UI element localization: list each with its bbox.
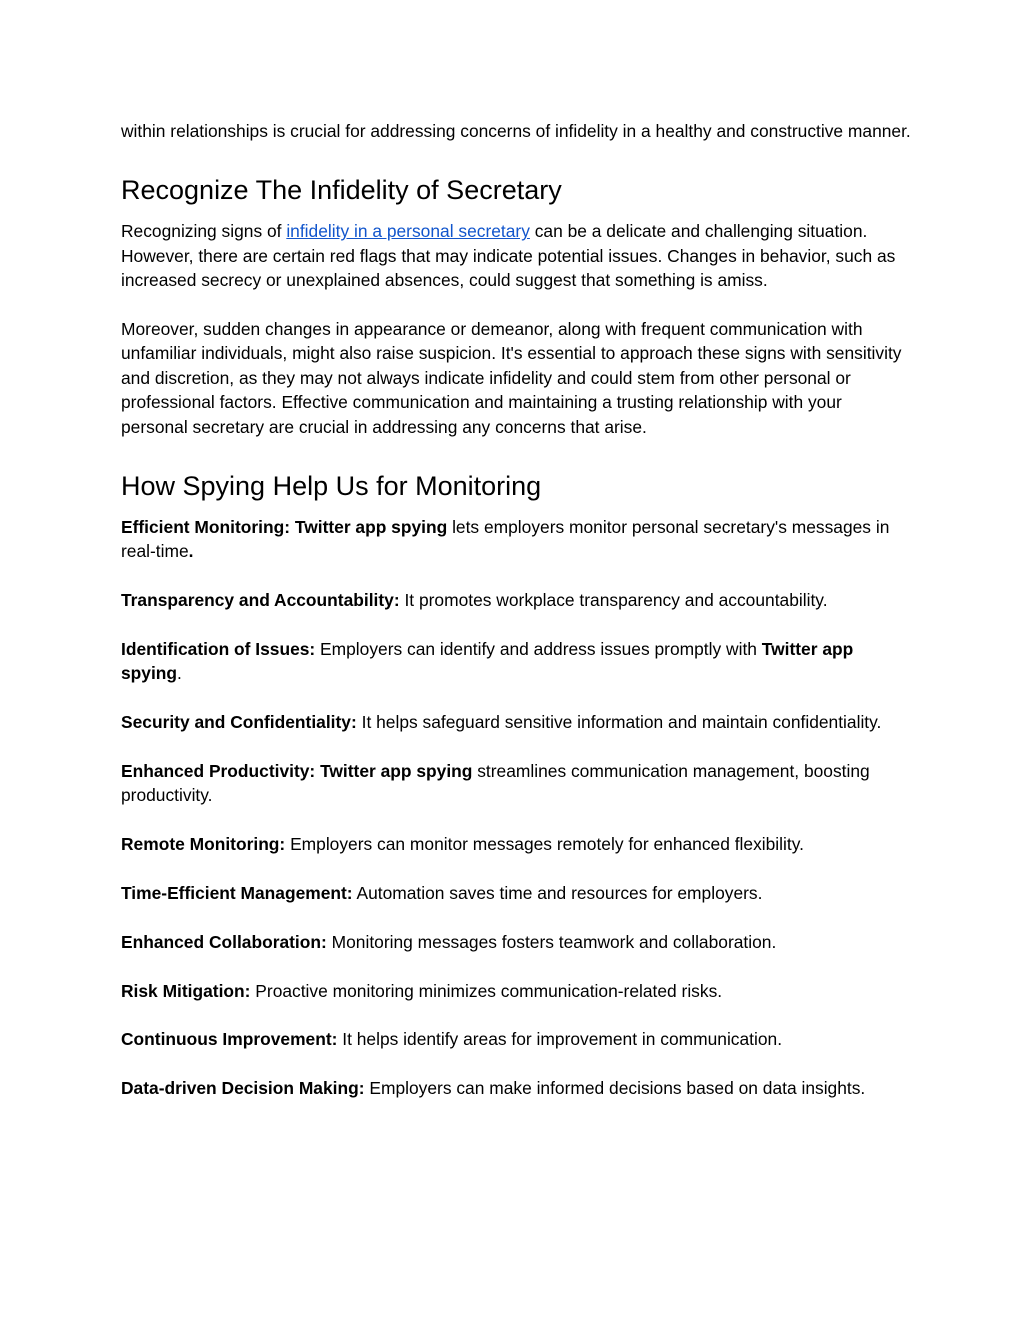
item-text: Employers can identify and address issues promptly with [315,639,762,660]
item-label: Identification of Issues: [121,639,316,660]
list-item-remote [121,832,911,856]
item-label: Data-driven Decision Making: [121,1078,365,1099]
item-label: Time-Efficient Management: [121,883,353,904]
item-label: Transparency and Accountability: [121,590,400,611]
intro-paragraph-tail: within relationships is crucial for addressing concerns of infidelity in a healthy and constructive manner. [121,121,911,141]
list-item-collaboration [121,930,911,954]
item-label: Security and Confidentiality: [121,712,357,733]
item-tail: . [177,663,182,684]
section-heading-spying: How Spying Help Us for Monitoring [121,471,542,502]
item-text: Monitoring messages fosters teamwork and collaboration. [326,931,777,952]
item-label: Risk Mitigation: [121,980,251,1001]
item-text: Employers can monitor messages remotely for enhanced flexibility. [285,834,804,855]
section1-p1-before: Recognizing signs of [121,221,287,242]
section1-p1-after: can be a delicate and challenging situation. However, there are certain red flags that may indicate potential issues. Changes in behavior, such as increased secrecy or unexplained absences, could suggest that something is amiss. [121,221,896,291]
item-text: Automation saves time and resources for employers. [352,883,763,904]
item-label: Continuous Improvement: [121,1029,338,1050]
list-item-continuous [121,1027,911,1051]
section1-paragraph-1 [121,219,911,292]
item-label: Enhanced Productivity: [121,761,321,782]
section-heading-recognize: Recognize The Infidelity of Secretary [121,175,562,206]
item-text: It promotes workplace transparency and accountability. [399,590,828,611]
list-item-risk [121,979,911,1003]
list-item-identification [121,637,911,686]
item-text: Employers can make informed decisions based on data insights. [364,1078,866,1099]
item-label: Remote Monitoring: [121,834,286,855]
item-bold-end: . [188,541,194,562]
document-page [121,119,911,1101]
item-text: lets employers monitor personal secretary's messages in real-time [121,517,890,562]
item-text: Proactive monitoring minimizes communication-related risks. [250,980,723,1001]
section1-paragraph-2: Moreover, sudden changes in appearance or demeanor, along with frequent communication with unfamiliar individuals, might also raise suspicion. It's essential to approach these signs with sensitivity and discretion, as they may not always indicate infidelity and could stem from other personal or professional factors. Effective communication and maintaining a trusting relationship with your personal secretary are crucial in addressing any concerns that arise. [121,319,902,437]
item-bold-end: Twitter app spying [121,639,854,684]
item-bold-term: Twitter app spying [294,517,448,538]
item-text: It helps safeguard sensitive information and maintain confidentiality. [356,712,882,733]
list-item-time-efficient [121,881,911,905]
list-item-security [121,710,911,734]
list-item-data-driven [121,1076,911,1100]
item-label: Efficient Monitoring: [121,517,295,538]
item-label: Enhanced Collaboration: [121,931,327,952]
item-text: streamlines communication management, boosting productivity. [121,761,870,806]
item-bold-term: Twitter app spying [320,761,473,782]
list-item-transparency [121,588,911,612]
list-item-productivity [121,759,911,808]
item-text: It helps identify areas for improvement in communication. [337,1029,783,1050]
list-item-efficient-monitoring [121,515,911,564]
infidelity-personal-secretary-link[interactable]: infidelity in a personal secretary [286,221,530,242]
